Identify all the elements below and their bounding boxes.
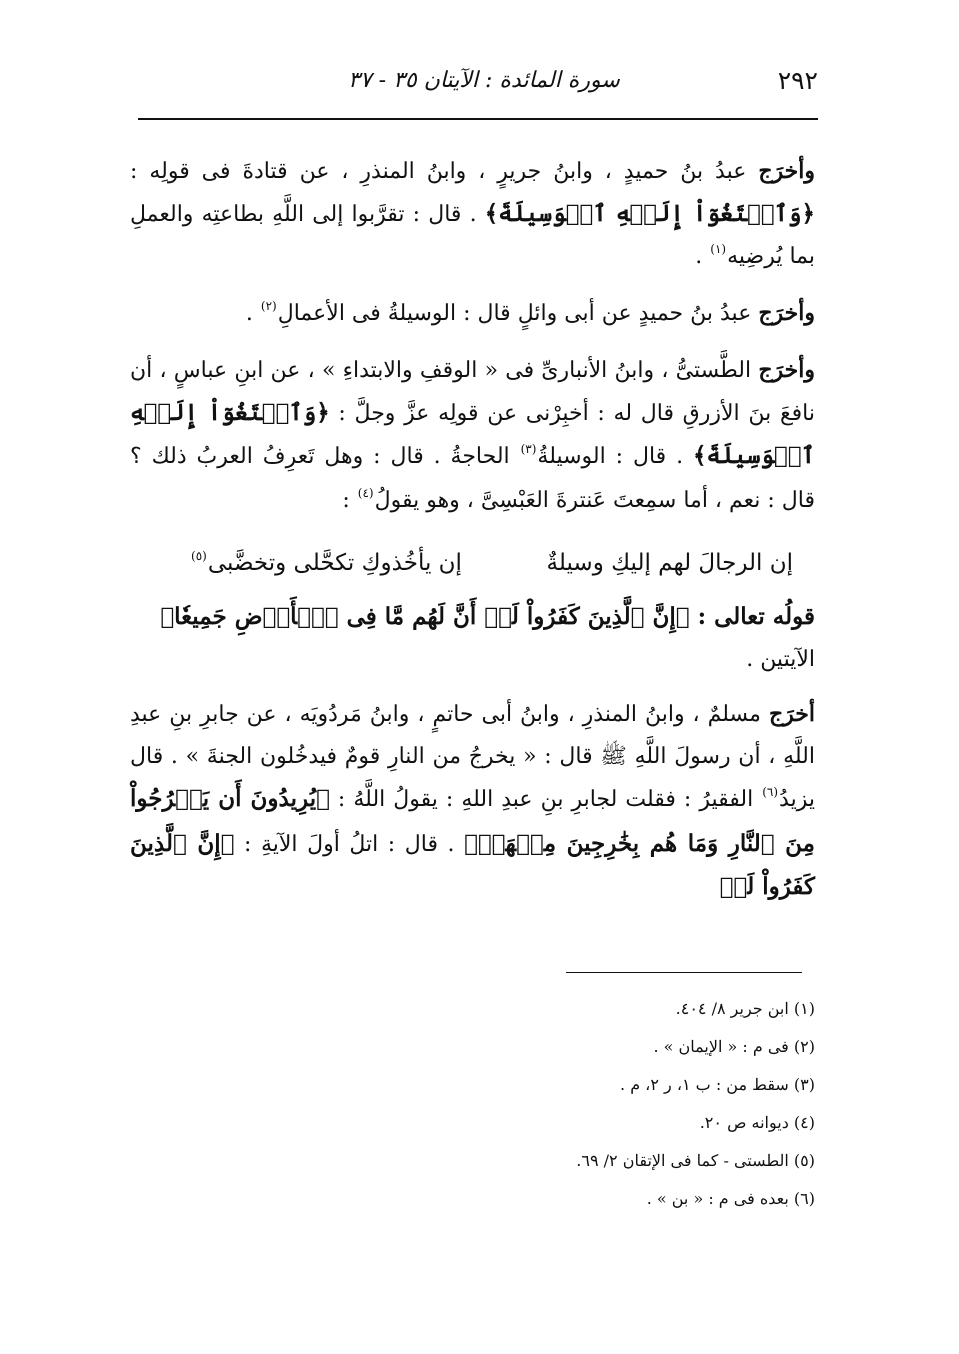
running-title: سورة المائدة : الآيتان ٣٥ - ٣٧ xyxy=(348,68,620,93)
footnote-marker: (٢) xyxy=(260,299,277,313)
poem-hemistich-first: إن الرجالَ لهم إليكِ وسيلةٌ xyxy=(546,550,793,576)
footnote: (٣) سقط من : ب ١، ر ٢، م . xyxy=(620,1075,815,1094)
page-number: ٢٩٢ xyxy=(777,66,818,95)
footnote: (١) ابن جرير ٨/ ٤٠٤. xyxy=(675,999,815,1018)
footnotes-divider xyxy=(566,972,802,973)
verse-heading-lead: قولُه تعالى : xyxy=(689,603,815,630)
paragraph-text: عبدُ بنُ حميدٍ عن أبى وائلٍ قال : الوسيلةُ فى الأعمالِ xyxy=(277,301,759,326)
paragraph-text: . xyxy=(695,244,710,269)
footnote: (٥) الطستى - كما فى الإتقان ٢/ ٦٩. xyxy=(576,1151,815,1170)
verse-heading-tail-text: الآيتين . xyxy=(746,647,815,672)
footnote-marker: (٦) xyxy=(762,785,779,799)
footnote-marker: (٥) xyxy=(191,549,207,563)
paragraph-text: . xyxy=(245,301,260,326)
paragraph-ibn-abbas xyxy=(130,349,815,524)
quran-verse: ﴿يُرِيدُونَ أَن يَخۡرُجُواْ مِنَ ٱلنَّارِ وَمَا هُم بِخَٰرِجِينَ مِنۡهَاۖ﴾ xyxy=(130,785,816,857)
paragraph-text: مسلمٌ ، وابنُ المنذرِ ، وابنُ أبى حاتمٍ ، وابنُ مَردُويَه ، عن جابرِ بنِ عبدِ اللَّهِ ، أن رسولَ اللَّهِ ﷺ قال : « يخرجُ من النارِ قومٌ فيدخُلون الجنةَ » . قال يزيدُ xyxy=(130,702,815,812)
poem-hemistich-second xyxy=(190,538,462,591)
footnote-marker: (٤) xyxy=(357,486,374,500)
paragraph-lead: وأخرَج xyxy=(758,158,815,184)
footnote-marker: (٣) xyxy=(520,442,537,456)
page-header xyxy=(138,66,818,102)
main-text xyxy=(130,150,815,909)
poem-hemistich-text: إن يأخُذوكِ تكحَّلى وتخضَّبى xyxy=(207,550,462,576)
paragraph-text: . قال : الوسيلةُ xyxy=(537,444,694,469)
footnote-marker: (١) xyxy=(710,242,727,256)
paragraph-lead: وأخرَج xyxy=(758,300,815,326)
paragraph-text: عبدُ بنُ حميدٍ ، وابنُ جريرٍ ، وابنُ المنذرِ ، عن قتادةَ فى قولِه : xyxy=(130,159,759,184)
footnotes xyxy=(350,990,815,1218)
header-divider xyxy=(138,118,818,120)
quran-verse: ﴿إِنَّ ٱلَّذِينَ كَفَرُواْ لَوۡ xyxy=(130,830,815,900)
paragraph-text: الطَّستىُّ ، وابنُ الأنبارىِّ فى « الوقفِ والابتداءِ » ، عن ابنِ عباسٍ ، أن نافعَ بنَ الأزرقِ قال له : أخبِرْنى عن قولِه عزَّ وجلَّ : xyxy=(130,358,815,426)
footnote: (٦) بعده فى م : « بن » . xyxy=(646,1189,815,1208)
paragraph-text: الفقيرُ : فقلت لجابرِ بنِ عبدِ اللهِ : يقولُ اللَّهُ : xyxy=(329,787,762,812)
paragraph-lead: وأخرَج xyxy=(758,357,815,383)
footnote: (٤) ديوانه ص ٢٠. xyxy=(699,1113,815,1132)
paragraph-lead: أخرَج xyxy=(768,701,815,727)
verse-heading-tail xyxy=(130,639,815,681)
footnote: (٢) فى م : « الإيمان » . xyxy=(653,1037,815,1056)
paragraph-qatada xyxy=(130,150,815,280)
quran-verse: ﴿وَٱبۡتَغُوٓاْ إِلَيۡهِ ٱلۡوَسِيلَةَ﴾ xyxy=(484,200,815,227)
paragraph-text: الحاجةُ . قال : وهل تَعرِفُ العربُ ذلك ؟ قال : نعم ، أما سمِعتَ عَنترةَ العَبْسِىَّ ، وهو يقولُ xyxy=(130,444,815,513)
paragraph-jabir xyxy=(130,693,815,909)
paragraph-text: . قال : تقرَّبوا إلى اللَّهِ بطاعتِه والعملِ بما يُرضِيه xyxy=(130,202,815,269)
quran-verse: ﴿إِنَّ ٱلَّذِينَ كَفَرُواْ لَوۡ أَنَّ لَهُم مَّا فِى ٱلۡأَرۡضِ جَمِيعٗا﴾ xyxy=(160,603,690,630)
verse-heading xyxy=(130,595,815,639)
paragraph-abu-wail xyxy=(130,292,815,337)
paragraph-text: : xyxy=(342,488,357,513)
quran-verse: ﴿وَٱبۡتَغُوٓاْ إِلَيۡهِ ٱلۡوَسِيلَةَ﴾ xyxy=(130,399,815,469)
poem-verse xyxy=(190,538,793,591)
paragraph-text: . قال : اتلُ أولَ الآيةِ : xyxy=(234,832,465,857)
